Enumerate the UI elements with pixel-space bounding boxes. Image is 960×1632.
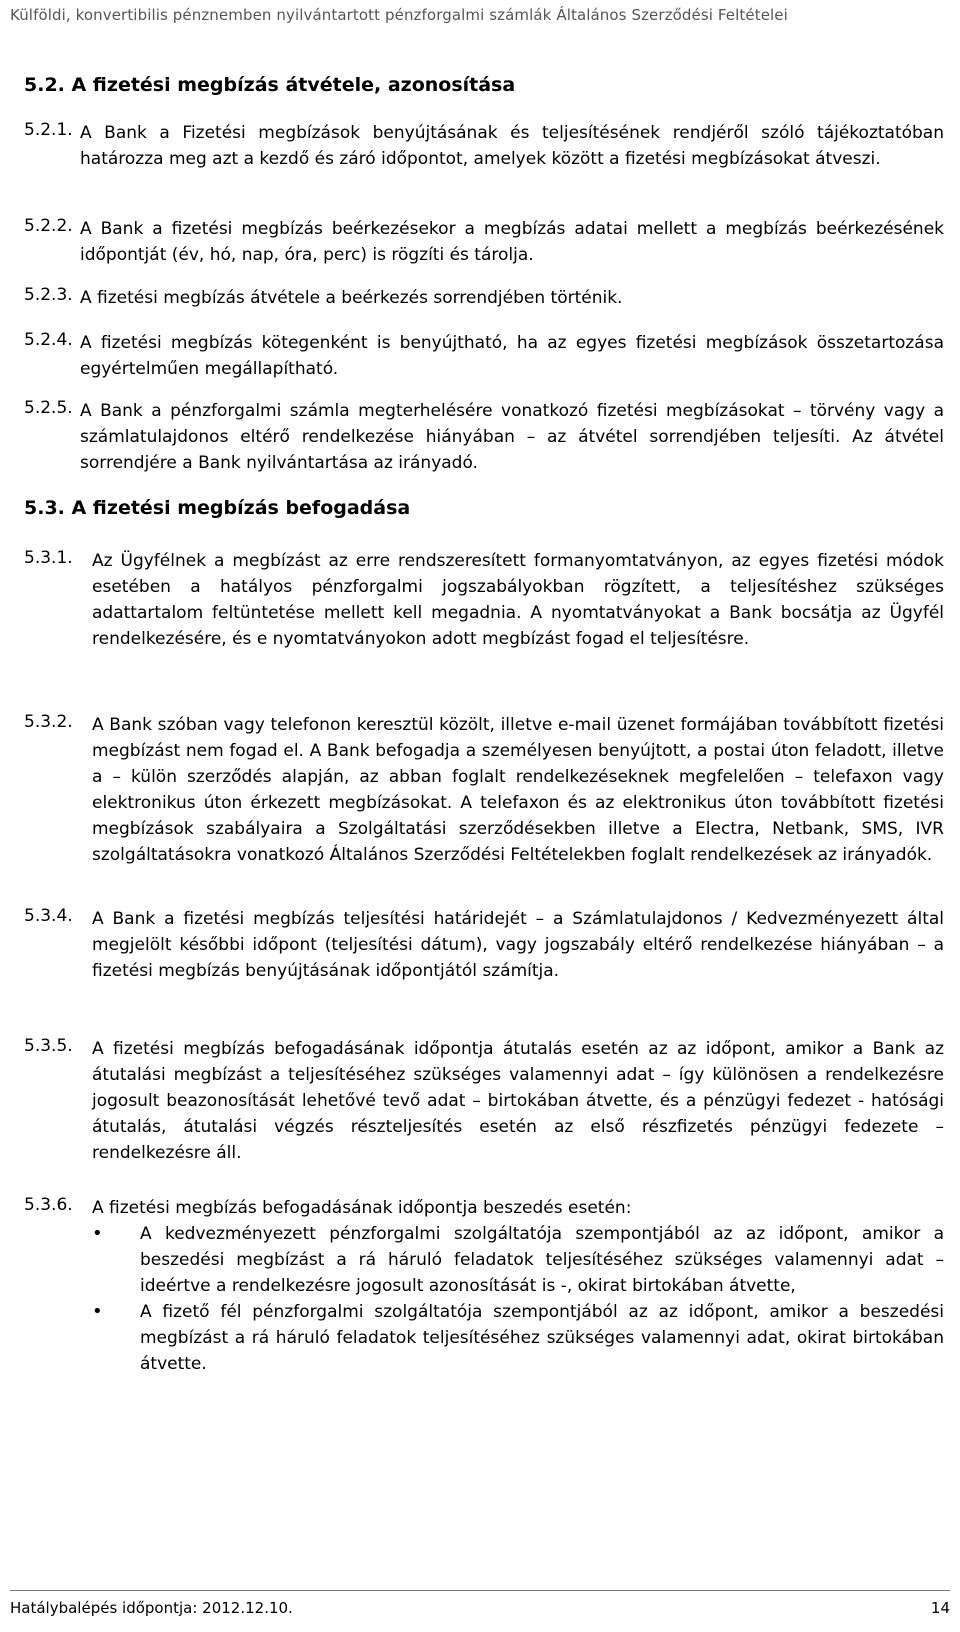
page-footer — [10, 1590, 950, 1617]
paragraph-text: Az Ügyfélnek a megbízást az erre rendszeresített formanyomtatványon, az egyes fizetési módok esetében a hatályos pénzforgalmi jogszabályokban rögzített, a teljesítéshez szükséges adattartalom feltüntetése mellett kell megadnia. A nyomtatványokat a Bank bocsátja az Ügyfél rendelkezésére, és e nyomtatványokon adott megbízást fogad el teljesítésre. — [92, 551, 944, 649]
page-number: 14 — [930, 1599, 950, 1617]
paragraph-5-3-1 — [24, 548, 944, 652]
paragraph-text: A fizetési megbízás befogadásának időpontja beszedés esetén: — [92, 1198, 632, 1218]
paragraph-5-2-2 — [24, 216, 944, 268]
bullet-list — [92, 1221, 944, 1377]
paragraph-5-3-5 — [24, 1036, 944, 1166]
list-item-text: A fizető fél pénzforgalmi szolgáltatója szempontjából az az időpont, amikor a beszedési megbízást a rá háruló feladatok teljesítéséhez szükséges valamennyi adat, okirat birtokában átvette. — [140, 1302, 944, 1374]
paragraph-text: A Bank a pénzforgalmi számla megterhelésére vonatkozó fizetési megbízásokat – törvény vagy a számlatulajdonos eltérő rendelkezése hiányában – az átvétel sorrendjében teljesíti. Az átvétel sorrendjére a Bank nyilvántartása az irányadó. — [80, 401, 944, 473]
paragraph-number: 5.3.5. — [24, 1036, 73, 1056]
paragraph-5-2-3 — [24, 285, 944, 311]
section-heading-5-2: 5.2. A fizetési megbízás átvétele, azonosítása — [24, 74, 516, 96]
paragraph-number: 5.3.2. — [24, 712, 73, 732]
paragraph-text: A Bank a fizetési megbízás beérkezésekor a megbízás adatai mellett a megbízás beérkezésének időpontját (év, hó, nap, óra, perc) is rögzíti és tárolja. — [80, 219, 944, 265]
paragraph-5-3-2 — [24, 712, 944, 868]
section-heading-5-3: 5.3. A fizetési megbízás befogadása — [24, 497, 411, 519]
paragraph-5-3-6 — [24, 1195, 944, 1377]
paragraph-number: 5.2.3. — [24, 285, 73, 305]
paragraph-5-3-4 — [24, 906, 944, 984]
paragraph-number: 5.2.5. — [24, 398, 73, 418]
bullet-icon: • — [92, 1223, 103, 1244]
paragraph-text: A fizetési megbízás befogadásának időpontja átutalás esetén az az időpont, amikor a Bank az átutalási megbízást a teljesítéséhez szükséges valamennyi adat – így különösen a rendelkezésre jogosult beazonosítását lehetővé tevő adat – birtokában átvette, és a pénzügyi fedezet - hatósági átutalás, átutalási végzés részteljesítés esetén az első részfizetés pénzügyi fedezete – rendelkezésre áll. — [92, 1039, 944, 1163]
paragraph-5-2-1 — [24, 120, 944, 172]
effective-date: Hatálybalépés időpontja: 2012.12.10. — [10, 1599, 293, 1617]
paragraph-text: A Bank a Fizetési megbízások benyújtásának és teljesítésének rendjéről szóló tájékoztatóban határozza meg azt a kezdő és záró időpontot, amelyek között a fizetési megbízásokat átveszi. — [80, 123, 944, 169]
list-item-text: A kedvezményezett pénzforgalmi szolgáltatója szempontjából az az időpont, amikor a beszedési megbízást a rá háruló feladatok teljesítéséhez szükséges valamennyi adat – ideértve a rendelkezésre jogosult azonosítását is -, okirat birtokában átvette, — [140, 1224, 944, 1296]
paragraph-5-2-5 — [24, 398, 944, 476]
paragraph-text: A Bank a fizetési megbízás teljesítési határidejét – a Számlatulajdonos / Kedvezményezett által megjelölt későbbi időpont (teljesítési dátum), vagy jogszabály eltérő rendelkezése hiányában – a fizetési megbízás benyújtásának időpontjától számítja. — [92, 909, 944, 981]
list-item — [92, 1221, 944, 1299]
paragraph-number: 5.3.4. — [24, 906, 73, 926]
paragraph-number: 5.2.4. — [24, 330, 73, 350]
paragraph-text: A fizetési megbízás kötegenként is benyújtható, ha az egyes fizetési megbízások összetartozása egyértelműen megállapítható. — [80, 333, 944, 379]
paragraph-5-2-4 — [24, 330, 944, 382]
list-item — [92, 1299, 944, 1377]
paragraph-text: A fizetési megbízás átvétele a beérkezés sorrendjében történik. — [80, 288, 623, 308]
bullet-icon: • — [92, 1301, 103, 1322]
paragraph-number: 5.3.1. — [24, 548, 73, 568]
paragraph-number: 5.2.1. — [24, 120, 73, 140]
paragraph-number: 5.3.6. — [24, 1195, 73, 1215]
paragraph-text: A Bank szóban vagy telefonon keresztül közölt, illetve e-mail üzenet formájában továbbított fizetési megbízást nem fogad el. A Bank befogadja a személyesen benyújtott, a postai úton feladott, illetve a – külön szerződés alapján, az abban foglalt rendelkezéseknek megfelelően – telefaxon vagy elektronikus úton érkezett megbízásokat. A telefaxon és az elektronikus úton továbbított fizetési megbízások szabályaira a Szolgáltatási szerződésekben illetve a Electra, Netbank, SMS, IVR szolgáltatásokra vonatkozó Általános Szerződési Feltételekben foglalt rendelkezések az irányadók. — [92, 715, 944, 865]
running-header: Külföldi, konvertibilis pénznemben nyilvántartott pénzforgalmi számlák Általános Szerződési Feltételei — [10, 6, 788, 24]
paragraph-number: 5.2.2. — [24, 216, 73, 236]
